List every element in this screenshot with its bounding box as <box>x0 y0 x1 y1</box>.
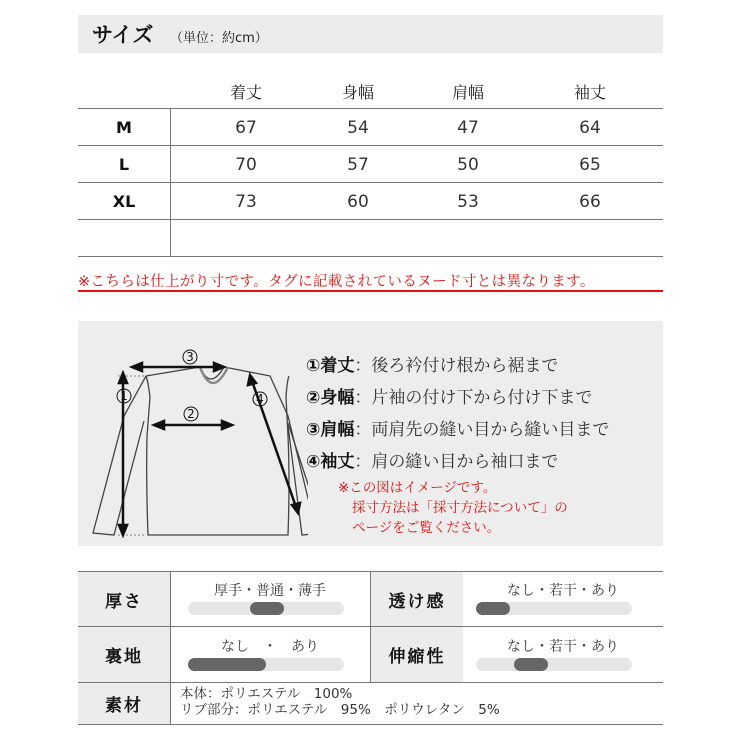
svg-text:4: 4 <box>256 392 264 406</box>
legend-description: 片袖の付け下から付け下まで <box>371 388 593 408</box>
table-cell: 64 <box>579 118 601 138</box>
legend-description: 後ろ衿付け根から裾まで <box>371 356 559 376</box>
measurement-notice: ※こちらは仕上がり寸です。タグに記載されているヌード寸とは異なります。 <box>78 274 595 290</box>
legend-separator: ： <box>354 356 372 376</box>
table-cell: 70 <box>235 155 257 175</box>
legend-item <box>306 383 609 415</box>
legend-description: 両肩先の縫い目から縫い目まで <box>371 420 610 440</box>
page-title: サイズ <box>92 23 154 47</box>
legend-number: ④ <box>306 452 321 472</box>
divider <box>78 108 663 109</box>
divider <box>78 145 663 146</box>
row-size-label: L <box>118 155 130 174</box>
legend-description: 肩の縫い目から袖口まで <box>371 452 559 472</box>
lining-slider-thumb <box>188 658 266 671</box>
divider <box>78 256 663 257</box>
fabric-attributes-table <box>78 571 663 725</box>
shirt-diagram-icon <box>88 341 308 541</box>
table-cell: 57 <box>347 155 369 175</box>
legend-key: 袖丈 <box>320 452 355 472</box>
legend-separator: ： <box>354 452 372 472</box>
table-cell: 53 <box>457 192 479 212</box>
table-cell: 50 <box>457 155 479 175</box>
lining-slider <box>188 658 344 671</box>
table-cell: 67 <box>235 118 257 138</box>
measurement-legend <box>306 351 609 479</box>
row-size-label: XL <box>112 192 136 211</box>
legend-key: 着丈 <box>320 356 355 376</box>
note-line: 採寸方法は「採寸方法について」の <box>352 500 568 516</box>
stretch-label: 伸縮性 <box>371 627 463 682</box>
thickness-label: 厚さ <box>78 572 170 626</box>
transparency-options: なし・若干・あり <box>507 583 619 599</box>
material-line: 本体：ポリエステル 100% <box>180 686 353 702</box>
column-header: 袖丈 <box>573 83 606 102</box>
legend-number: ③ <box>306 420 321 440</box>
table-cell: 65 <box>579 155 601 175</box>
column-header: 着丈 <box>229 83 262 102</box>
column-header: 身幅 <box>341 83 374 102</box>
svg-text:1: 1 <box>120 389 128 403</box>
transparency-slider-thumb <box>476 602 510 615</box>
transparency-slider <box>476 602 632 615</box>
svg-text:3: 3 <box>186 350 194 364</box>
diagram-note <box>338 478 568 538</box>
table-cell: 66 <box>579 192 601 212</box>
stretch-slider <box>476 658 632 671</box>
measurement-diagram-panel <box>78 321 663 546</box>
stretch-slider-thumb <box>514 658 548 671</box>
legend-number: ② <box>306 388 321 408</box>
legend-key: 肩幅 <box>320 420 355 440</box>
legend-separator: ： <box>354 388 372 408</box>
unit-label: （単位：約cm） <box>170 31 268 46</box>
legend-key: 身幅 <box>320 388 355 408</box>
material-label: 素材 <box>78 683 170 724</box>
legend-item <box>306 447 609 479</box>
stretch-options: なし・若干・あり <box>507 639 619 655</box>
lining-options: なし ・ あり <box>221 639 319 655</box>
note-line: ページをご覧ください。 <box>352 520 501 536</box>
legend-item <box>306 351 609 383</box>
legend-separator: ： <box>354 420 372 440</box>
thickness-slider <box>188 602 344 615</box>
divider <box>78 182 663 183</box>
table-cell: 47 <box>457 118 479 138</box>
column-header: 肩幅 <box>451 83 484 102</box>
thickness-slider-thumb <box>250 602 284 615</box>
row-size-label: M <box>116 118 132 137</box>
transparency-label: 透け感 <box>371 572 463 626</box>
svg-text:2: 2 <box>187 407 195 421</box>
legend-item <box>306 415 609 447</box>
table-cell: 60 <box>347 192 369 212</box>
material-line: リブ部分：ポリエステル 95% ポリウレタン 5% <box>180 702 500 718</box>
divider <box>170 108 171 256</box>
divider <box>78 219 663 220</box>
note-line: ※この図はイメージです。 <box>338 480 497 496</box>
legend-number: ① <box>306 356 321 376</box>
notice-underline <box>78 290 663 292</box>
table-cell: 54 <box>347 118 369 138</box>
table-cell: 73 <box>235 192 257 212</box>
lining-label: 裏地 <box>78 627 170 682</box>
divider <box>78 724 663 725</box>
thickness-options: 厚手・普通・薄手 <box>214 583 326 599</box>
title-bar <box>78 15 663 53</box>
